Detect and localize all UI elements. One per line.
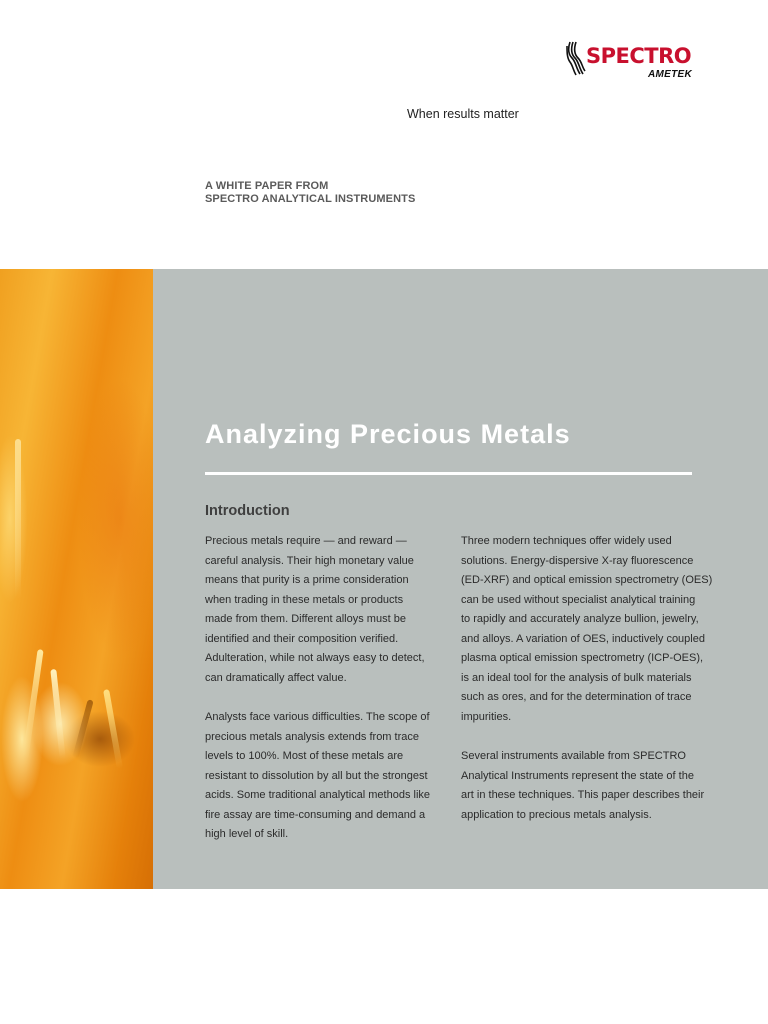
text-line: Analytical Instruments represent the state of the <box>461 769 694 782</box>
text-line: such as ores, and for the determination of trace <box>461 691 692 703</box>
text-line: plasma optical emission spectrometry (ICP-OES), <box>461 652 704 664</box>
text-line: application to precious metals analysis. <box>461 808 652 821</box>
left-paragraph-1 <box>205 532 445 688</box>
text-line: levels to 100%. Most of these metals are <box>205 750 404 762</box>
text-line: can be used without specialist analytical training <box>461 593 696 606</box>
text-line: is an ideal tool for the analysis of bulk materials <box>461 671 692 684</box>
text-line: careful analysis. Their high monetary value <box>205 554 414 567</box>
precious-metal-image <box>0 269 153 889</box>
text-line: precious metals analysis extends from trace <box>205 730 419 743</box>
text-line: Several instruments available from SPECTRO <box>461 750 686 762</box>
whitepaper-label-line2: SPECTRO ANALYTICAL INSTRUMENTS <box>205 193 416 205</box>
text-line: (ED-XRF) and optical emission spectrometry (OES) <box>461 574 713 586</box>
text-line: art in these techniques. This paper describes their <box>461 789 705 801</box>
tagline: When results matter <box>407 107 519 121</box>
logo-brand-text: SPECTRO <box>586 44 692 68</box>
spectro-logo-mark-icon <box>566 40 586 76</box>
logo-sub-text: AMETEK <box>648 69 693 80</box>
page-title: Analyzing Precious Metals <box>205 419 571 449</box>
text-line: when trading in these metals or products <box>205 593 404 606</box>
text-line: Precious metals require — and reward — <box>205 535 407 547</box>
text-line: impurities. <box>461 710 512 723</box>
whitepaper-label-line1: A WHITE PAPER FROM <box>205 180 329 192</box>
left-paragraph-2 <box>205 708 445 845</box>
text-line: solutions. Energy-dispersive X-ray fluorescence <box>461 554 694 567</box>
title-divider <box>205 472 692 475</box>
text-line: acids. Some traditional analytical methods like <box>205 789 431 801</box>
text-line: Three modern techniques offer widely used <box>461 535 672 547</box>
text-line: resistant to dissolution by all but the strongest <box>205 769 428 782</box>
right-paragraph-1 <box>461 532 721 727</box>
text-line: can dramatically affect value. <box>205 671 347 684</box>
text-line: and alloys. A variation of OES, inductively coupled <box>461 632 705 645</box>
text-line: made from them. Different alloys must be <box>205 613 406 625</box>
text-line: Adulteration, while not always easy to detect, <box>205 652 425 664</box>
text-line: identified and their composition verified. <box>205 632 399 645</box>
right-paragraph-2 <box>461 747 721 825</box>
text-line: means that purity is a prime consideration <box>205 574 409 586</box>
text-line: Analysts face various difficulties. The scope of <box>205 711 430 723</box>
text-line: high level of skill. <box>205 828 289 840</box>
spectro-logo <box>566 40 706 82</box>
section-heading-introduction: Introduction <box>205 503 290 519</box>
text-line: fire assay are time-consuming and demand a <box>205 808 426 821</box>
text-line: to rapidly and accurately analyze bullion, jewelry, <box>461 613 699 625</box>
